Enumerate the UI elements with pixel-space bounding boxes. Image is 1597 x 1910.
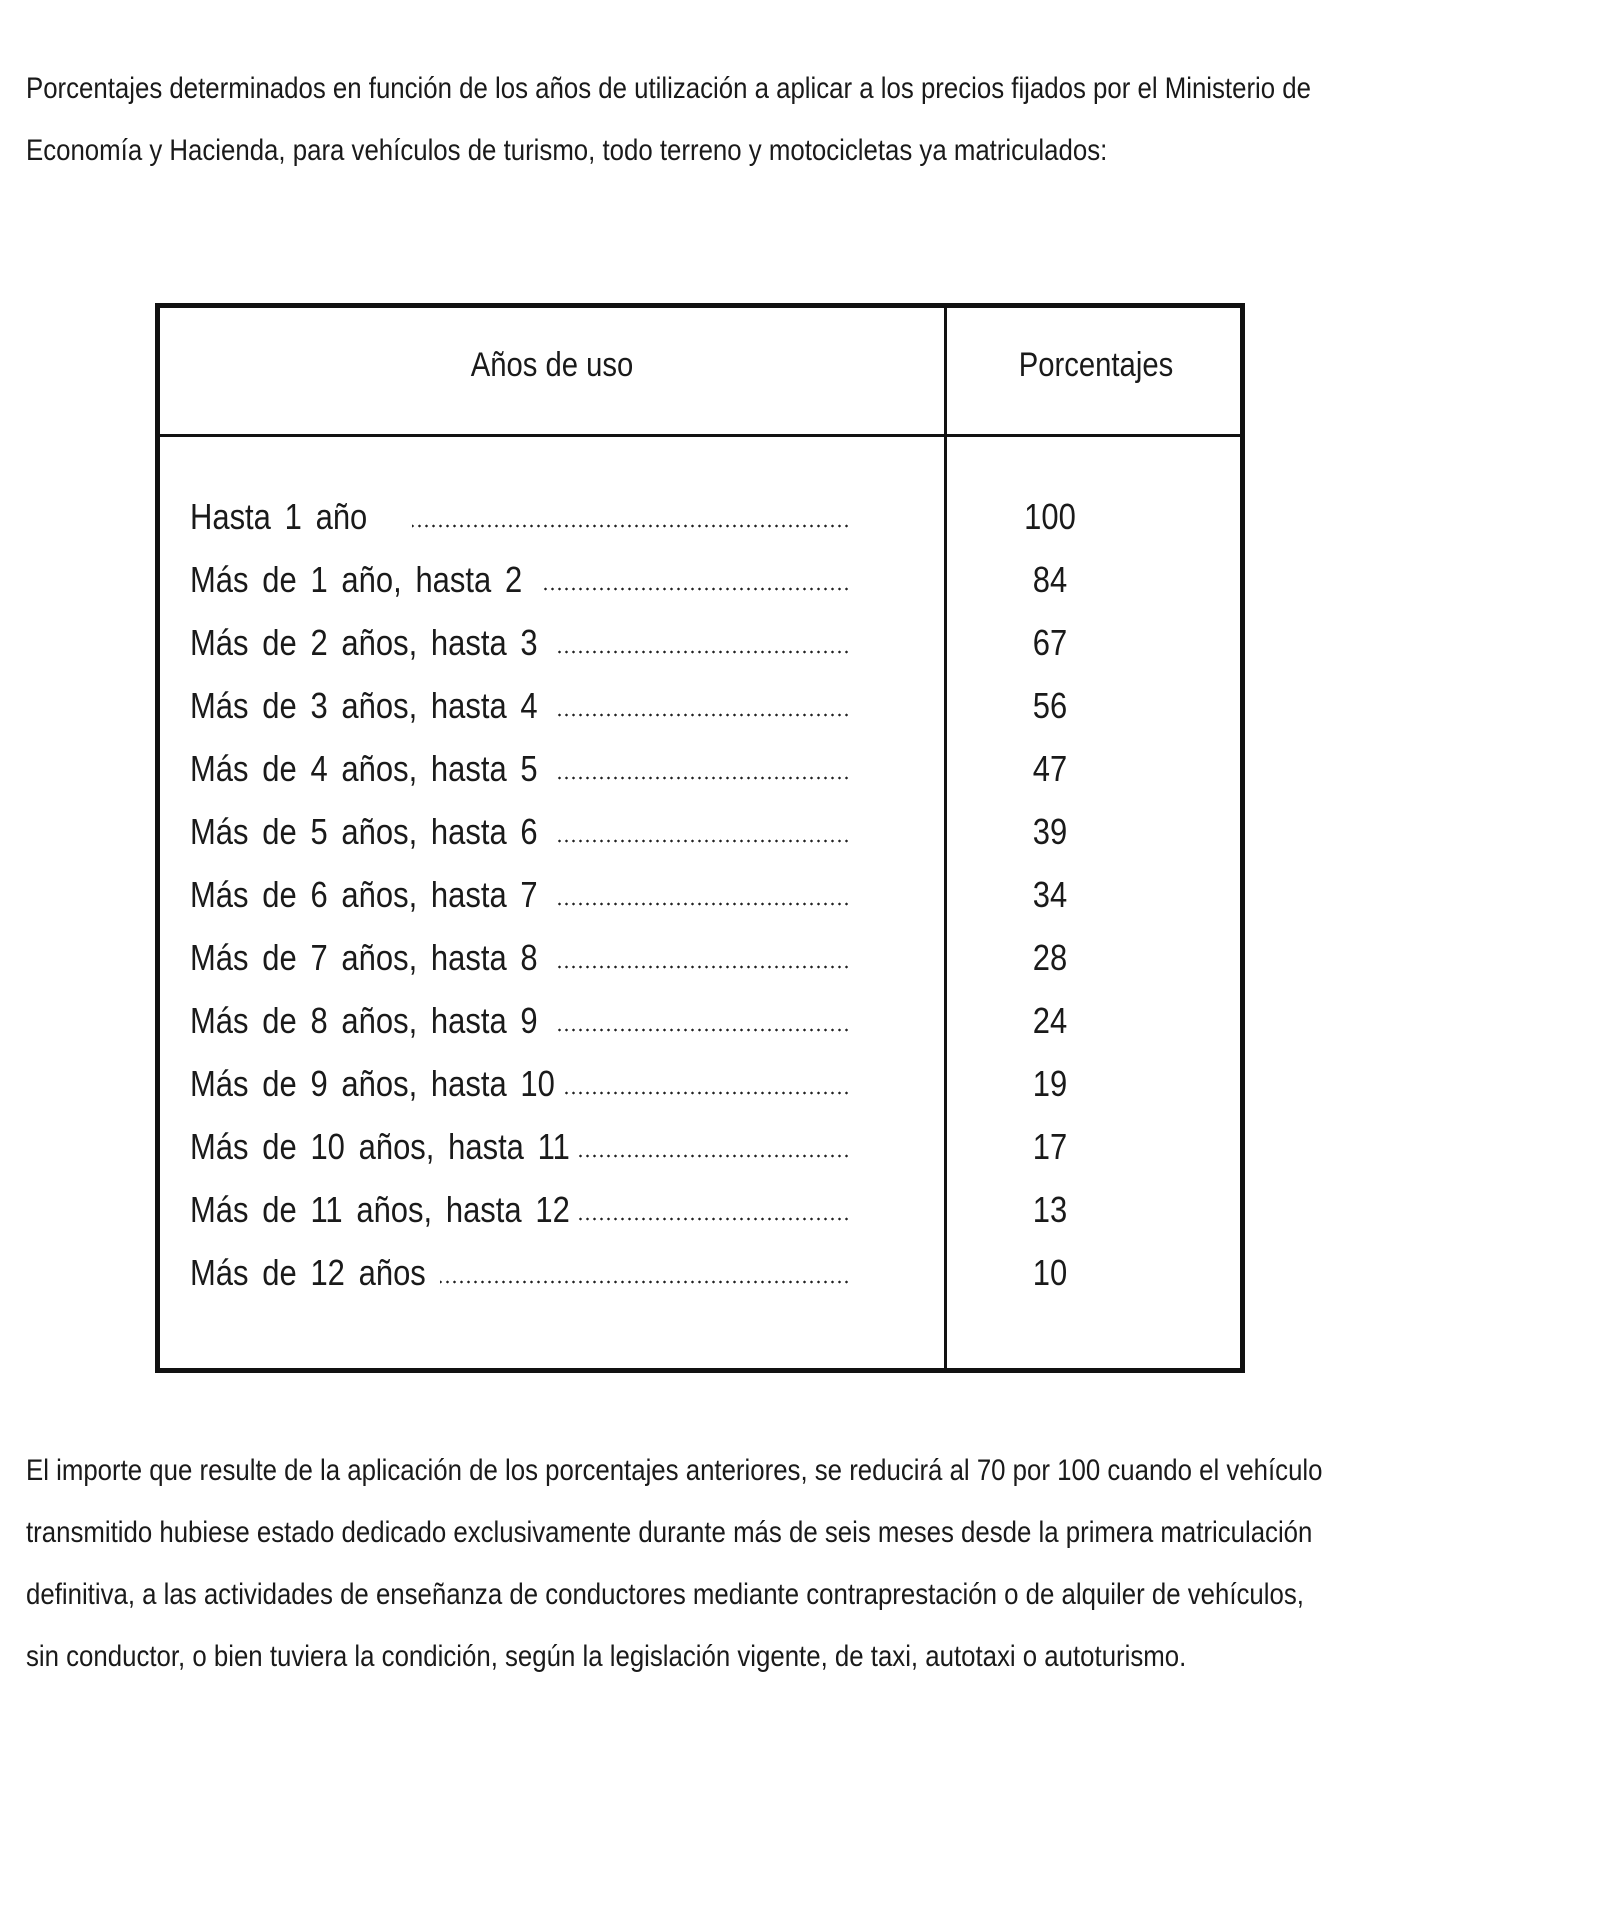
row-years-label: Hasta 1 año	[190, 496, 368, 537]
outro-line: definitiva, a las actividades de enseñanza de conductores mediante contraprestación o de alquiler de vehículos,	[26, 1578, 1304, 1611]
row-percentage-value: 13	[1032, 1189, 1068, 1230]
dot-leader	[556, 902, 850, 906]
header-years-of-use: Años de uso	[470, 346, 634, 384]
table-row	[190, 1053, 1230, 1115]
dot-leader	[556, 713, 850, 717]
row-percentage-value: 24	[1032, 1000, 1068, 1041]
outro-line: sin conductor, o bien tuviera la condición, según la legislación vigente, de taxi, autotaxi o autoturismo.	[26, 1640, 1187, 1673]
outro-line: transmitido hubiese estado dedicado exclusivamente durante más de seis meses desde la primera matriculación	[26, 1516, 1313, 1549]
percentages-table	[155, 303, 1245, 1373]
row-percentage-value: 47	[1032, 748, 1068, 789]
table-row	[190, 927, 1230, 989]
table-row	[190, 1116, 1230, 1178]
outro-line: El importe que resulte de la aplicación de los porcentajes anteriores, se reducirá al 70 por 100 cuando el vehículo	[26, 1454, 1323, 1487]
row-percentage-value: 84	[1032, 559, 1068, 600]
row-years-label: Más de 7 años, hasta 8	[190, 937, 538, 978]
table-row	[190, 549, 1230, 611]
dot-leader	[578, 1217, 850, 1221]
table-row	[190, 675, 1230, 737]
table-row	[190, 486, 1230, 548]
dot-leader	[556, 776, 850, 780]
row-years-label: Más de 5 años, hasta 6	[190, 811, 538, 852]
row-years-label: Más de 9 años, hasta 10	[190, 1063, 555, 1104]
dot-leader	[564, 1091, 850, 1095]
row-percentage-value: 67	[1032, 622, 1068, 663]
table-row	[190, 990, 1230, 1052]
row-years-label: Más de 3 años, hasta 4	[190, 685, 538, 726]
row-years-label: Más de 1 año, hasta 2	[190, 559, 523, 600]
header-divider	[160, 434, 1240, 437]
intro-paragraph	[26, 58, 1355, 182]
row-years-label: Más de 12 años	[190, 1252, 426, 1293]
row-years-label: Más de 10 años, hasta 11	[190, 1126, 570, 1167]
intro-line: Economía y Hacienda, para vehículos de turismo, todo terreno y motocicletas ya matriculados:	[26, 134, 1108, 167]
row-percentage-value: 56	[1032, 685, 1068, 726]
row-percentage-value: 34	[1032, 874, 1068, 915]
dot-leader	[556, 650, 850, 654]
dot-leader	[542, 587, 850, 591]
row-percentage-value: 39	[1032, 811, 1068, 852]
dot-leader	[556, 839, 850, 843]
row-percentage-value: 28	[1032, 937, 1068, 978]
row-years-label: Más de 11 años, hasta 12	[190, 1189, 570, 1230]
row-percentage-value: 17	[1032, 1126, 1068, 1167]
row-percentage-value: 100	[1024, 496, 1076, 537]
dot-leader	[556, 1028, 850, 1032]
intro-line: Porcentajes determinados en función de los años de utilización a aplicar a los precios fijados por el Ministerio de	[26, 72, 1311, 105]
row-years-label: Más de 2 años, hasta 3	[190, 622, 538, 663]
table-row	[190, 738, 1230, 800]
table-row	[190, 864, 1230, 926]
row-percentage-value: 19	[1032, 1063, 1068, 1104]
dot-leader	[556, 965, 850, 969]
table-row	[190, 1242, 1230, 1304]
row-years-label: Más de 8 años, hasta 9	[190, 1000, 538, 1041]
outro-paragraph	[26, 1440, 1355, 1688]
table-row	[190, 801, 1230, 863]
dot-leader	[412, 524, 850, 528]
header-percentages: Porcentajes	[1018, 346, 1174, 384]
row-percentage-value: 10	[1032, 1252, 1068, 1293]
row-years-label: Más de 4 años, hasta 5	[190, 748, 538, 789]
table-row	[190, 1179, 1230, 1241]
dot-leader	[578, 1154, 850, 1158]
row-years-label: Más de 6 años, hasta 7	[190, 874, 538, 915]
dot-leader	[440, 1280, 850, 1284]
table-row	[190, 612, 1230, 674]
